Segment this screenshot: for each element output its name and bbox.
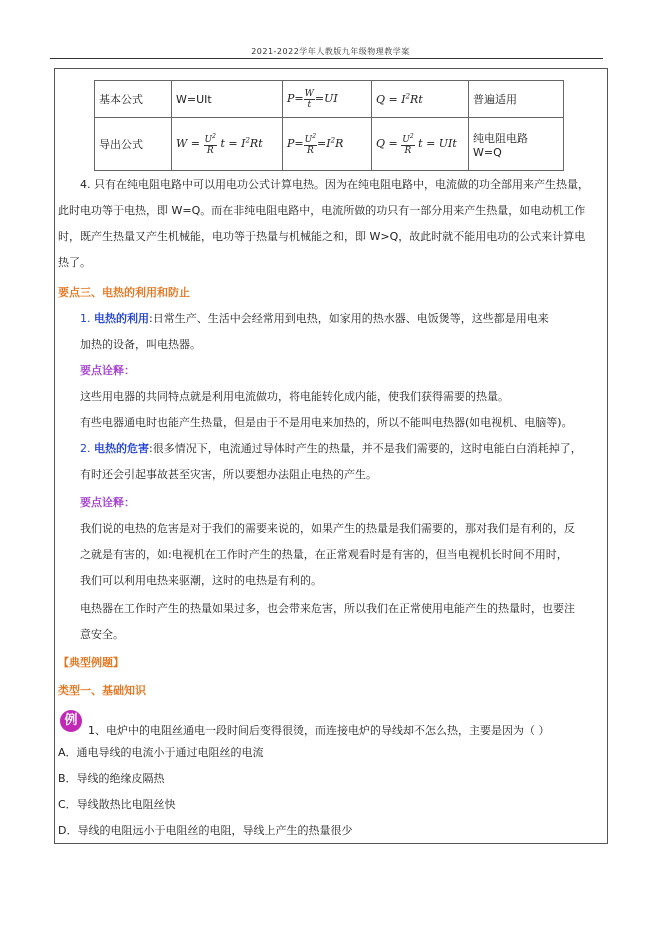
option-a: A．通电导线的电流小于通过电阻丝的电流 <box>58 746 264 759</box>
text-line: 此时电功等于电热，即 W=Q。而在非纯电阻电路中，电流所做的功只有一部分用来产生热量，如电动机工作 <box>58 204 586 217</box>
point-text: :日常生产、生活中会经常用到电热，如家用的热水器、电饭煲等，这些都是用电来 <box>149 312 549 325</box>
text-line: 我们说的电热的危害是对于我们的需要来说的，如果产生的热量是我们需要的，那对我们是有利的，反 <box>80 522 575 535</box>
header-divider <box>50 58 603 59</box>
text-line: 电热器在工作时产生的热量如果过多，也会带来危害，所以我们在正常使用电能产生的热量时，也要注 <box>80 602 575 615</box>
w-formula: W=UIt <box>172 81 283 118</box>
para-4-cont <box>58 198 608 276</box>
text-line: 热了。 <box>58 256 91 269</box>
explain-label: 要点诠释： <box>80 496 135 509</box>
point-term: 电热的危害 <box>94 442 149 455</box>
option-b: B．导线的绝缘皮隔热 <box>58 772 165 785</box>
point-number: 2. <box>80 442 91 455</box>
table-row <box>95 81 564 118</box>
example-icon: 例 <box>60 710 82 732</box>
row-note: 纯电阻电路 W=Q <box>469 118 564 171</box>
text-line: 我们可以利用电热来驱潮，这时的电热是有利的。 <box>80 574 322 587</box>
point-1-cont: 加热的设备，叫电热器。 <box>80 338 201 351</box>
text-line: 这些用电器的共同特点就是利用电流做功，将电能转化成内能，使我们获得需要的热量。 <box>80 390 509 403</box>
text-line: 4. 只有在纯电阻电路中可以用电功公式计算电热。因为在纯电阻电路中，电流做的功全部用来产生热量， <box>80 178 589 191</box>
p-formula: P= $\frac{W}{t}$ =UI <box>283 81 372 118</box>
para-4 <box>80 172 600 198</box>
point-2-cont: 有时还会引起事故甚至灾害，所以要想办法阻止电热的产生。 <box>80 468 377 481</box>
p-formula: P= $\frac{U^2}{R}$ $=I^2R$ <box>283 118 372 171</box>
row-note: 普遍适用 <box>469 81 564 118</box>
option-d: D．导线的电阻远小于电阻丝的电阻，导线上产生的热量很少 <box>58 824 353 837</box>
option-c: C．导线散热比电阻丝快 <box>58 798 176 811</box>
point-term: 电热的利用 <box>94 312 149 325</box>
point-2 <box>80 440 605 456</box>
point-1 <box>80 310 600 326</box>
point-number: 1. <box>80 312 91 325</box>
text-line: 意安全。 <box>80 628 124 641</box>
q-formula: $Q = I^2Rt$ <box>372 81 469 118</box>
point-text: :很多情况下，电流通过导体时产生的热量，并不是我们需要的，这时电能白白消耗掉了， <box>149 442 582 455</box>
w-formula: W = $\frac{U^2}{R}$ $t = I^2Rt$ <box>172 118 283 171</box>
formula-table <box>94 80 564 171</box>
row-name: 基本公式 <box>95 81 172 118</box>
text-line: 时，既产生热量又产生机械能，电功等于热量与机械能之和，即 W>Q，故此时就不能用电功的公式来计算电 <box>58 230 586 243</box>
text-line: 之就是有害的，如:电视机在工作时产生的热量，在正常观看时是有害的，但当电视机长时间不用时， <box>80 548 568 561</box>
text-line: 有些电器通电时也能产生热量，但是由于不是用电来加热的，所以不能叫电热器(如电视机、电脑等)。 <box>80 416 573 429</box>
row-name: 导出公式 <box>95 118 172 171</box>
type-heading: 类型一、基础知识 <box>58 684 146 697</box>
page-header: 2021-2022学年人教版九年级物理教学案 <box>251 47 410 56</box>
q-formula: Q = $\frac{U^2}{R}$ t = UIt <box>372 118 469 171</box>
question-text: 1、电炉中的电阻丝通电一段时间后变得很烫，而连接电炉的导线却不怎么热，主要是因为（ ） <box>88 724 550 737</box>
table-row <box>95 118 564 171</box>
examples-heading: 【典型例题】 <box>58 656 124 669</box>
section-heading: 要点三、电热的利用和防止 <box>58 286 190 299</box>
explain-label: 要点诠释： <box>80 364 135 377</box>
